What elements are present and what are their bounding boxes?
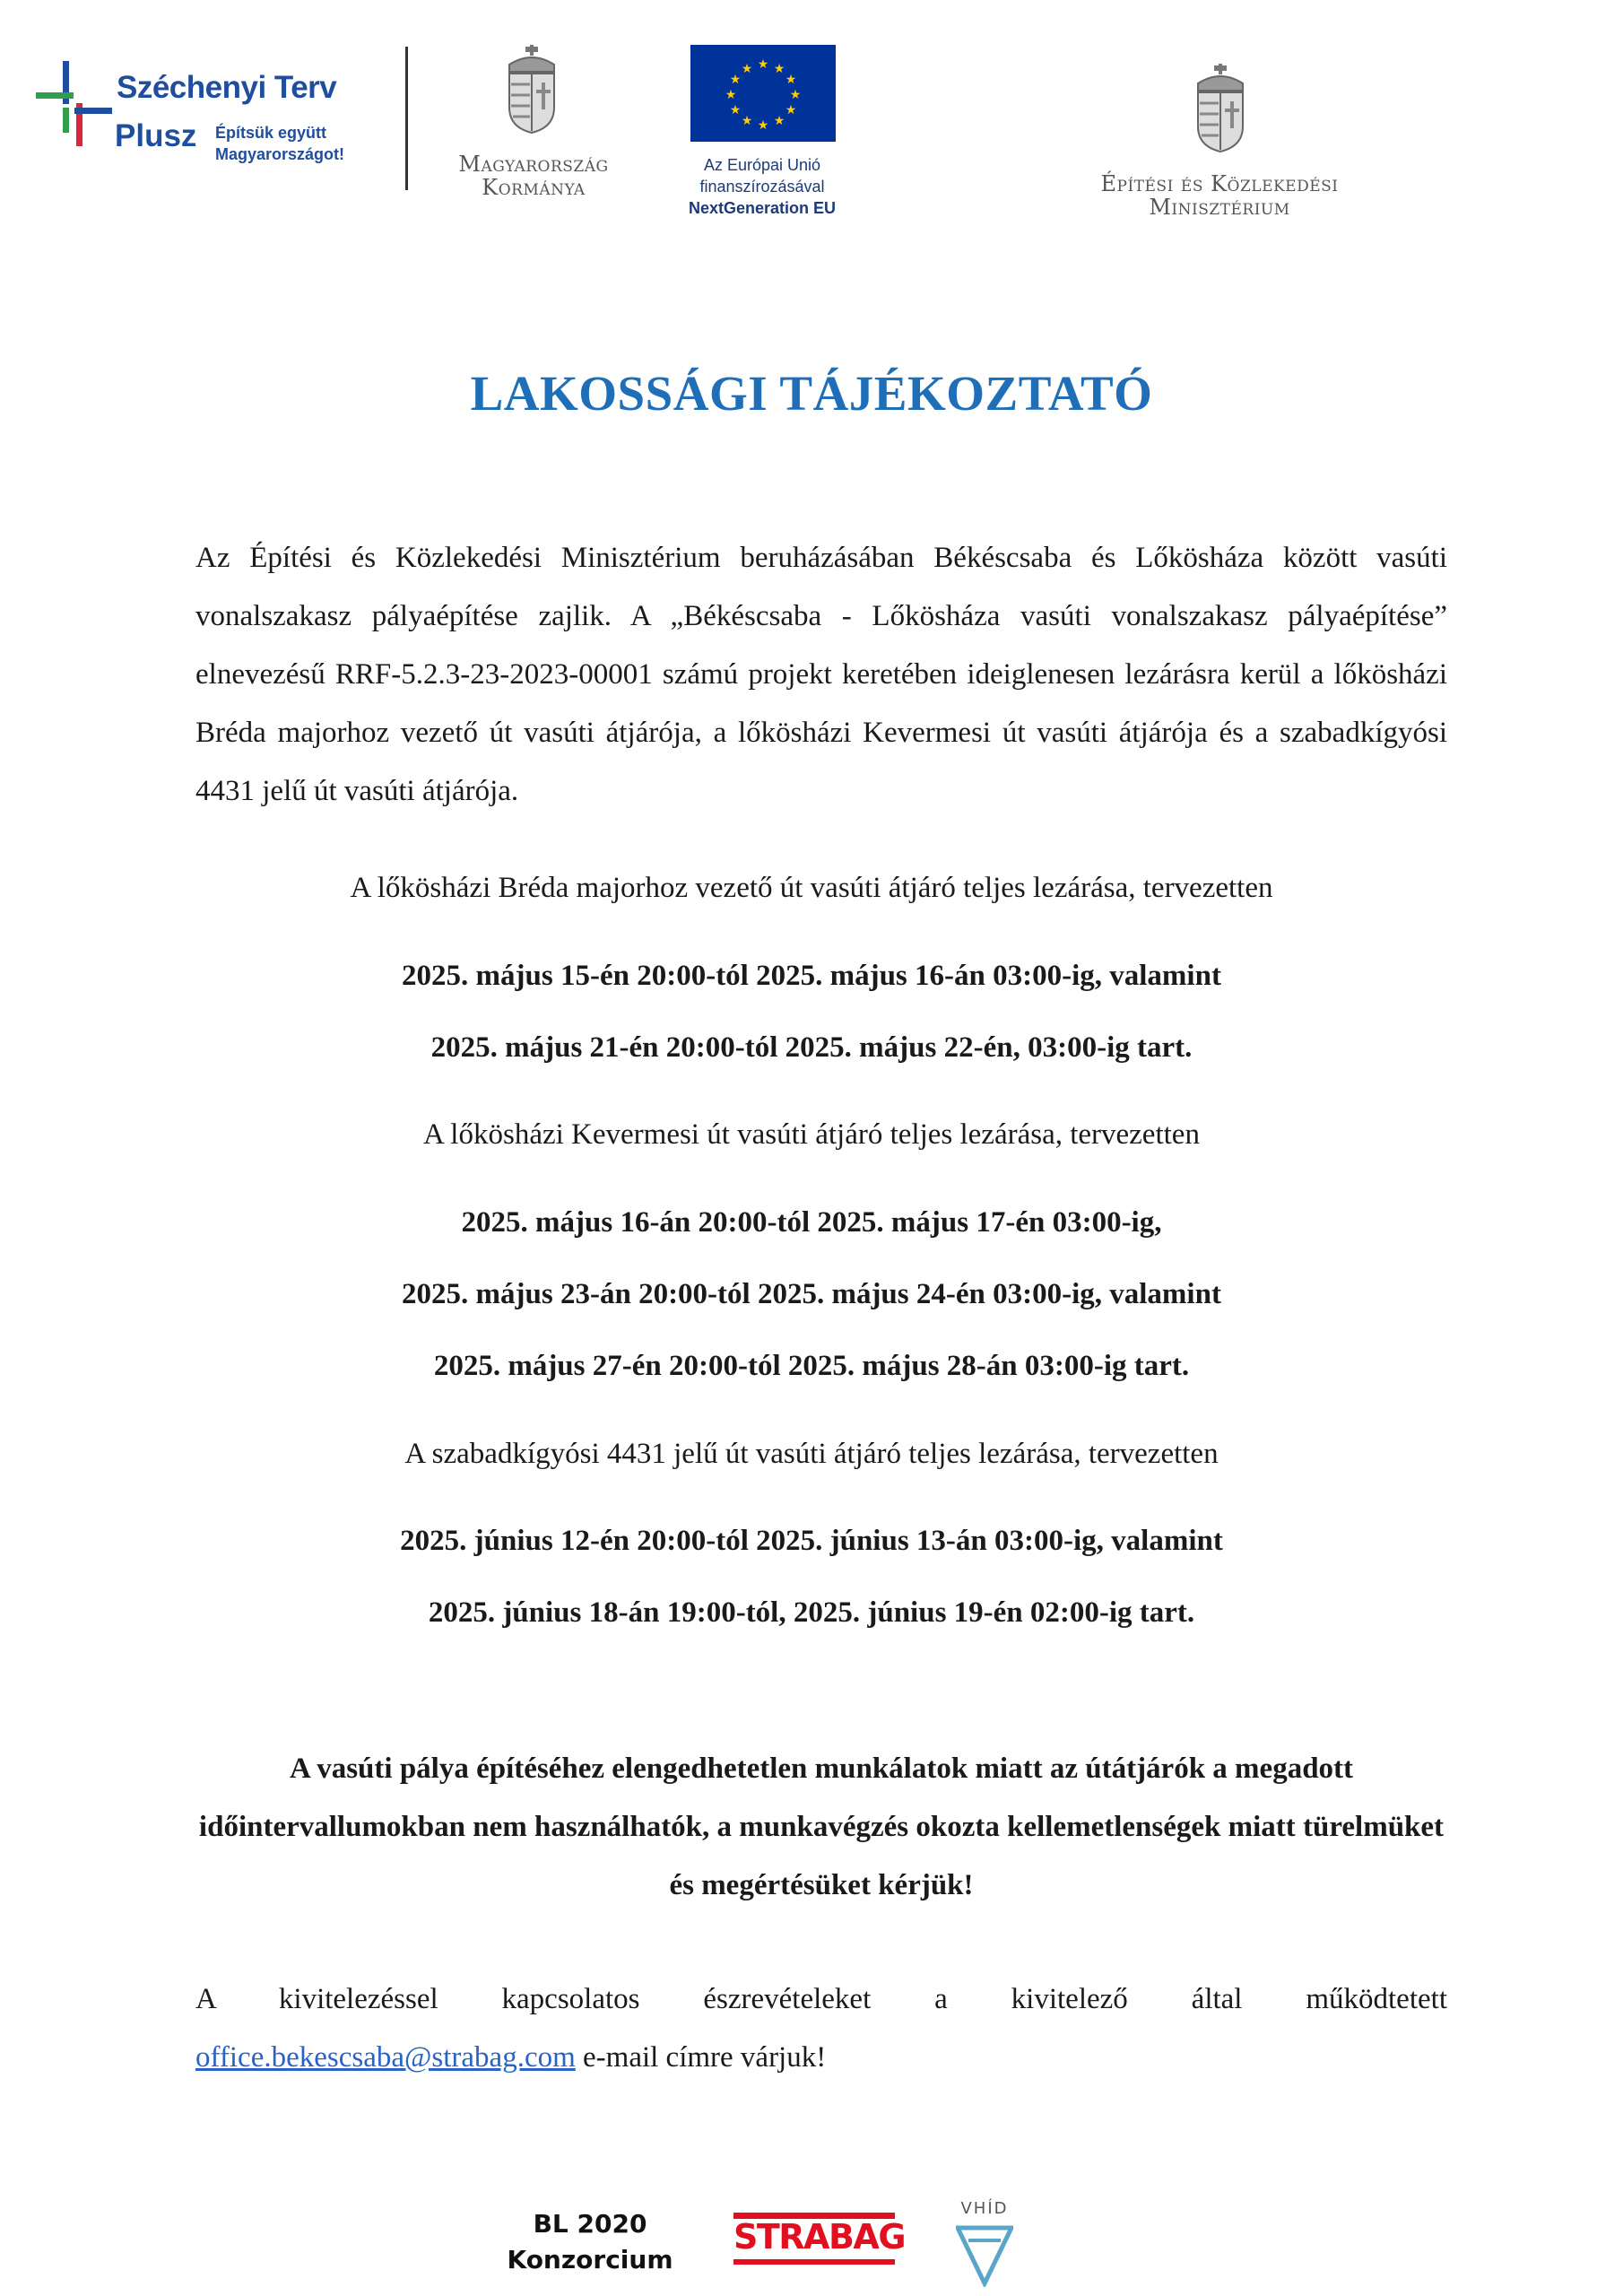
szechenyi-cross-icon <box>36 61 112 146</box>
eu-flag <box>690 45 836 142</box>
header-divider <box>405 47 408 190</box>
crossing-3-date-1: 2025. június 12-én 20:00-tól 2025. június 13-án 03:00-ig, valamint <box>400 1525 1223 1557</box>
svg-text:★: ★ <box>789 88 802 102</box>
appeal-paragraph: A vasúti pálya építéséhez elengedhetetlen munkálatok miatt az útátjárók a megadott időintervallumokban nem használhatók, a munkavégzés okozta kellemetlenségek miatt türelmüket és megértésüket kérjük! <box>198 1752 1445 1901</box>
svg-text:★: ★ <box>741 62 753 76</box>
crossing-2-date-1: 2025. május 16-án 20:00-tól 2025. május 17-én 03:00-ig, <box>461 1206 1162 1239</box>
ministry-coat-of-arms-icon <box>1193 56 1248 161</box>
ministry-line1: Építési és Közlekedési <box>1100 171 1339 196</box>
eu-funding-logo <box>668 45 856 224</box>
hungarian-coat-of-arms-icon <box>504 45 560 135</box>
eu-line2: finanszírozásával <box>699 178 825 196</box>
government-line2: Kormánya <box>482 175 586 200</box>
szechenyi-slogan <box>215 122 395 165</box>
svg-text:★: ★ <box>773 62 785 76</box>
vhid-wordmark: VHÍD <box>960 2199 1009 2218</box>
svg-text:★: ★ <box>773 114 785 128</box>
contact-email-link[interactable]: office.bekescsaba@strabag.com <box>195 2041 576 2074</box>
svg-text:★: ★ <box>729 73 742 87</box>
vhid-logo <box>949 2199 1020 2289</box>
svg-text:★: ★ <box>757 57 769 72</box>
contact-suffix: e-mail címre várjuk! <box>575 2041 827 2074</box>
crossing-2-date-2: 2025. május 23-án 20:00-tól 2025. május 24-én 03:00-ig, valamint <box>402 1278 1221 1310</box>
vhid-v-icon <box>956 2224 1013 2287</box>
ministry-label <box>1058 172 1381 219</box>
strabag-logo <box>733 2213 906 2266</box>
eu-stars-icon <box>690 45 836 142</box>
svg-text:★: ★ <box>729 103 742 117</box>
szechenyi-slogan-line1: Építsük együtt <box>215 124 327 142</box>
consortium-line1: BL 2020 <box>533 2209 647 2239</box>
eu-funding-text <box>668 154 856 219</box>
crossing-2-heading: A lőkösházi Kevermesi út vasúti átjáró teljes lezárása, tervezetten <box>423 1118 1200 1151</box>
crossing-1-date-1: 2025. május 15-én 20:00-tól 2025. május 16-án 03:00-ig, valamint <box>402 960 1221 992</box>
government-label <box>439 152 628 199</box>
crossing-3-date-2: 2025. június 18-án 19:00-tól, 2025. június 19-én 02:00-ig tart. <box>428 1596 1195 1629</box>
svg-text:★: ★ <box>757 118 769 133</box>
szechenyi-title: Széchenyi Terv <box>117 70 337 105</box>
intro-paragraph: Az Építési és Közlekedési Minisztérium beruházásában Békéscsaba és Lőkösháza között vasúti vonalszakasz pályaépítése zajlik. A „Békéscsaba - Lőkösháza vasúti vonalszakasz pályaépítése” elnevezésű RRF-5.2.3-23-2023-00001 számú projekt keretében ideiglenesen lezárásra kerül a lőkösházi Bréda majorhoz vezető út vasúti átjárója, a lőkösházi Kevermesi út vasúti átjárója és a szabadkígyósi 4431 jelű út vasúti átjárója. <box>195 542 1447 807</box>
strabag-wordmark: STRABAG <box>733 2217 906 2257</box>
szechenyi-plus: Plusz <box>115 118 197 153</box>
crossing-1-heading: A lőkösházi Bréda majorhoz vezető út vasúti átjáró teljes lezárása, tervezetten <box>350 872 1273 904</box>
page-title: LAKOSSÁGI TÁJÉKOZTATÓ <box>470 366 1153 421</box>
government-line1: Magyarország <box>458 152 609 177</box>
svg-text:★: ★ <box>785 103 797 117</box>
szechenyi-slogan-line2: Magyarországot! <box>215 145 345 163</box>
crossing-2-date-3: 2025. május 27-én 20:00-tól 2025. május 28-án 03:00-ig tart. <box>433 1350 1190 1382</box>
crossing-3-heading: A szabadkígyósi 4431 jelű út vasúti átjáró teljes lezárása, tervezetten <box>404 1438 1219 1470</box>
svg-text:★: ★ <box>785 73 797 87</box>
crossing-1-date-2: 2025. május 21-én 20:00-tól 2025. május 22-én, 03:00-ig tart. <box>430 1031 1193 1064</box>
eu-line1: Az Európai Unió <box>703 156 821 174</box>
strabag-bottom-bar <box>733 2259 895 2265</box>
svg-text:★: ★ <box>741 114 753 128</box>
contact-line-2 <box>195 2029 826 2087</box>
consortium-label <box>491 2206 689 2278</box>
ministry-line2: Minisztérium <box>1149 195 1290 220</box>
eu-line3: NextGeneration EU <box>688 199 837 217</box>
consortium-line2: Konzorcium <box>507 2245 673 2274</box>
svg-text:★: ★ <box>725 88 737 102</box>
contact-line-1: A kivitelezéssel kapcsolatos észrevételeket a kivitelező által működtetett <box>195 1983 1447 2015</box>
szechenyi-terv-logo <box>36 54 395 197</box>
